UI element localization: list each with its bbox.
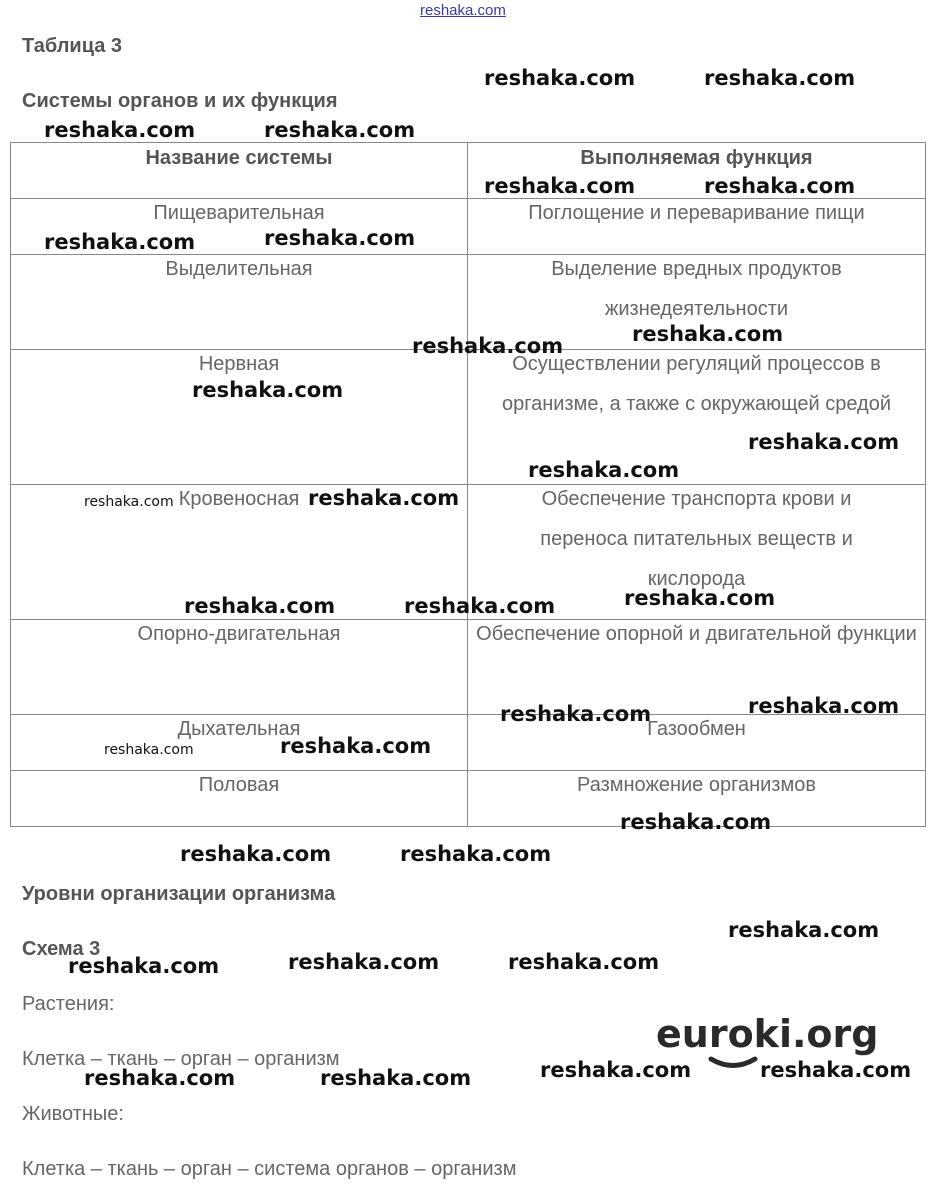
table-row: [11, 771, 926, 827]
watermark: reshaka.com: [760, 1058, 912, 1082]
cell-function: Обеспечение опорной и двигательной функции: [468, 620, 926, 715]
watermark: reshaka.com: [308, 486, 460, 510]
cell-function: Осуществлении регуляций процессов в организме, а также с окружающей средой: [468, 350, 926, 485]
cell-function: Обеспечение транспорта крови и переноса питательных веществ и кислорода: [468, 485, 926, 620]
table-row: [11, 350, 926, 485]
cell-system: Дыхательная: [11, 715, 468, 771]
watermark: reshaka.com: [404, 594, 556, 618]
header-system: Название системы: [11, 143, 468, 199]
watermark: reshaka.com: [84, 494, 174, 510]
header-function: Выполняемая функция: [468, 143, 926, 199]
cell-system: Половая: [11, 771, 468, 827]
watermark: reshaka.com: [508, 950, 660, 974]
watermark: reshaka.com: [620, 810, 772, 834]
watermark: reshaka.com: [540, 1058, 692, 1082]
cell-function: Размножение организмов: [468, 771, 926, 827]
watermark: reshaka.com: [84, 1066, 236, 1090]
cell-system: Опорно-двигательная: [11, 620, 468, 715]
cell-system: Выделительная: [11, 255, 468, 350]
watermark: reshaka.com: [44, 118, 196, 142]
cell-function: Выделение вредных продуктов жизнедеятельности: [468, 255, 926, 350]
watermark: reshaka.com: [412, 334, 564, 358]
site-link[interactable]: reshaka.com: [420, 2, 506, 19]
cell-system: Нервная: [11, 350, 468, 485]
watermark: reshaka.com: [192, 378, 344, 402]
watermark: reshaka.com: [400, 842, 552, 866]
watermark: reshaka.com: [320, 1066, 472, 1090]
animals-chain: Клетка – ткань – орган – система органов – организм: [22, 1158, 517, 1180]
watermark: reshaka.com: [280, 734, 432, 758]
watermark: reshaka.com: [68, 954, 220, 978]
watermark: reshaka.com: [484, 66, 636, 90]
watermark: reshaka.com: [704, 66, 856, 90]
euroki-logo: euroki.org: [656, 1012, 879, 1056]
watermark: reshaka.com: [180, 842, 332, 866]
watermark: reshaka.com: [44, 230, 196, 254]
logo-smile-icon: [708, 1056, 758, 1070]
watermark: reshaka.com: [528, 458, 680, 482]
plants-label: Растения:: [22, 993, 115, 1015]
watermark: reshaka.com: [500, 702, 652, 726]
section-title: Уровни организации организма: [22, 883, 336, 905]
watermark: reshaka.com: [624, 586, 776, 610]
watermark: reshaka.com: [632, 322, 784, 346]
watermark: reshaka.com: [288, 950, 440, 974]
animals-label: Животные:: [22, 1103, 124, 1125]
watermark: reshaka.com: [264, 118, 416, 142]
cell-system: Кровеносная: [11, 485, 468, 620]
watermark: reshaka.com: [728, 918, 880, 942]
scheme-caption: Схема 3: [22, 938, 101, 960]
cell-function: Газообмен: [468, 715, 926, 771]
cell-system: Пищеварительная: [11, 199, 468, 255]
watermark: reshaka.com: [104, 742, 194, 758]
table-caption: Таблица 3: [22, 35, 123, 57]
watermark: reshaka.com: [264, 226, 416, 250]
watermark: reshaka.com: [184, 594, 336, 618]
watermark: reshaka.com: [748, 430, 900, 454]
watermark: reshaka.com: [484, 174, 636, 198]
plants-chain: Клетка – ткань – орган – организм: [22, 1048, 340, 1070]
cell-function: Поглощение и переваривание пищи: [468, 199, 926, 255]
watermark: reshaka.com: [748, 694, 900, 718]
table-title: Системы органов и их функция: [22, 90, 338, 112]
watermark: reshaka.com: [704, 174, 856, 198]
